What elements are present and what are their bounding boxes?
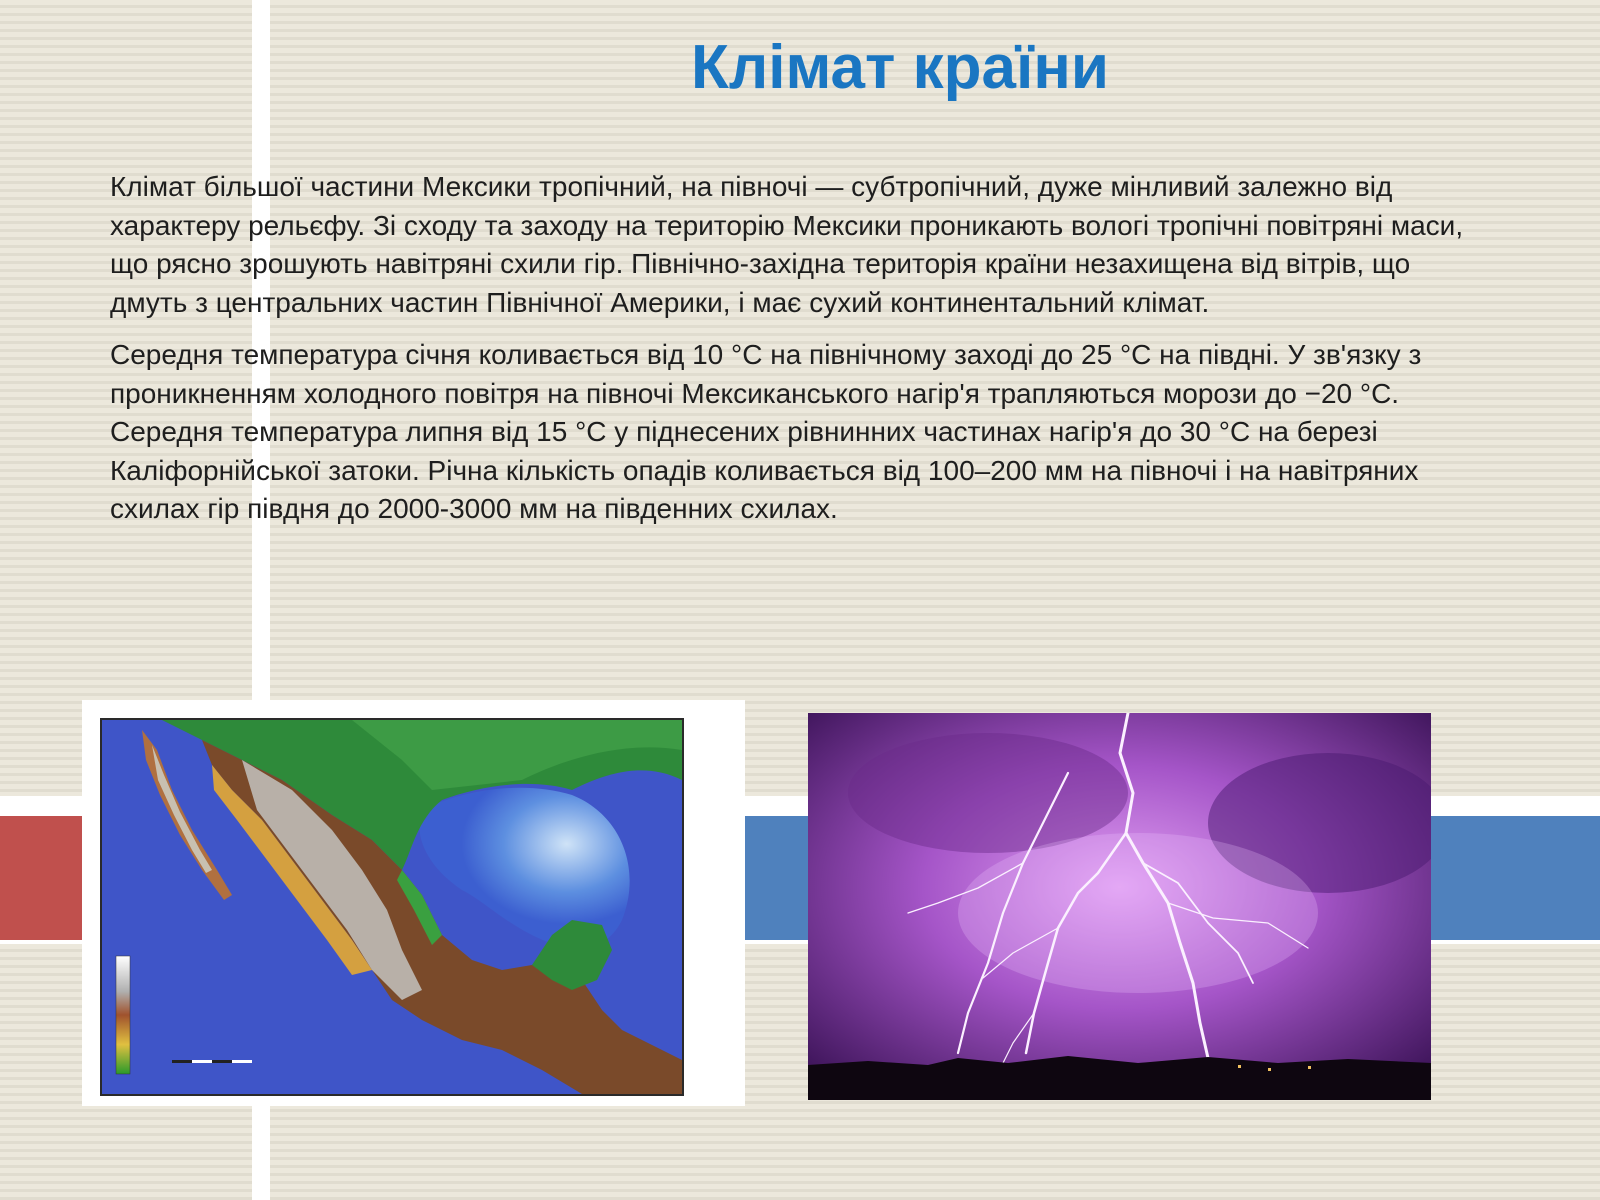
slide-body [110,168,1470,543]
map-image-frame [82,700,745,1106]
decorative-red-bar [0,816,82,940]
slide-title: Клімат країни [691,33,1109,102]
relief-map-image [100,718,684,1096]
lightning-photo [808,713,1431,1100]
paragraph-climate-overview: Клімат більшої частини Мексики тропічний, на півночі — субтропічний, дуже мінливий залежно від характеру рельєфу. Зі сходу та заходу на територію Мексики проникають вологі тропічні повітряні маси, що рясно зрошують навітряні схили гір. Північно-західна територія країни незахищена від вітрів, що дмуть з центральних частин Північної Америки, і має сухий континентальний клімат. [110,171,1464,318]
paragraph-temperature-precipitation: Середня температура січня коливається від 10 °C на північному заході до 25 °C на півдні. У зв'язку з проникненням холодного повітря на півночі Мексиканського нагір'я трапляються морози до −20 °C. Середня температура липня від 15 °C у піднесених рівнинних частинах нагір'я до 30 °C на березі Каліфорнійської затоки. Річна кількість опадів коливається від 100–200 мм на півночі і на навітряних схилах гір півдня до 2000-3000 мм на південних схилах. [110,339,1422,524]
